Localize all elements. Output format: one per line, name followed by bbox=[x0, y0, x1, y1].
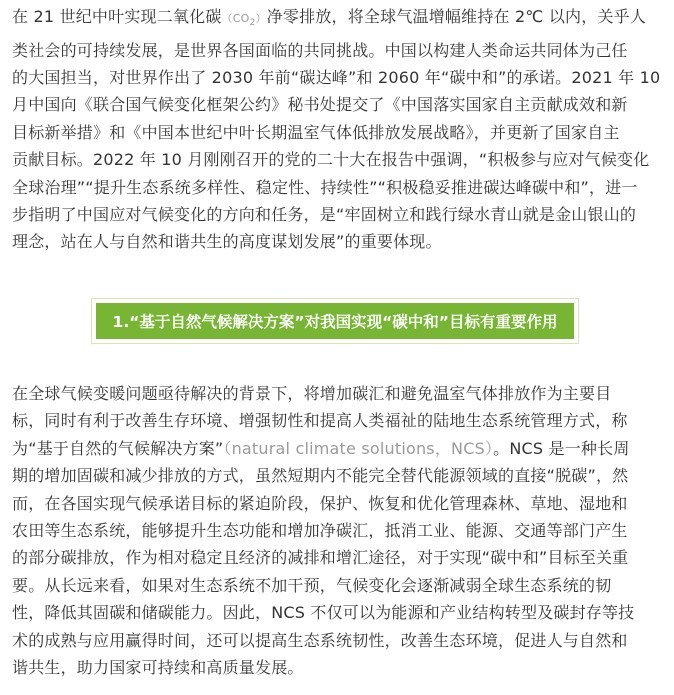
text-line: 谐共生，助力国家可持续和高质量发展。 bbox=[12, 658, 304, 678]
formula-open: （CO bbox=[221, 12, 250, 25]
text-line: 术的成熟与应用赢得时间，还可以提高生态系统韧性，改善生态环境，促进人与自然和 bbox=[12, 630, 628, 650]
text-line-start: 在 21 世纪中叶实现二氧化碳 bbox=[12, 7, 222, 26]
text-line-end: 净零排放，将全球气温增幅维持在 2℃ 以内，关乎人 bbox=[266, 7, 647, 26]
text-line bbox=[12, 435, 664, 462]
text-line: 的部分碳排放，作为相对稳定且经济的减排和增汇途径，对于实现“碳中和”目标至关重 bbox=[12, 548, 629, 568]
text-line: 类社会的可持续发展，是世界各国面临的共同挑战。中国以构建人类命运共同体为己任 bbox=[12, 40, 628, 60]
text-line-end: 。NCS 是一种长周 bbox=[493, 438, 630, 458]
english-term: （natural climate solutions，NCS） bbox=[223, 438, 494, 458]
formula-subscript: 2 bbox=[249, 17, 256, 29]
formula-close: ） bbox=[255, 12, 267, 25]
text-line: 步指明了中国应对气候变化的方向和任务，是“牢固树立和践行绿水青山就是金山银山的 bbox=[12, 205, 637, 225]
co2-formula bbox=[221, 12, 267, 29]
text-line: 期的增加固碳和减少排放的方式，虽然短期内不能完全替代能源领域的直接“脱碳”，然 bbox=[12, 466, 629, 486]
text-line: 的大国担当，对世界作出了 2030 年前“碳达峰”和 2060 年“碳中和”的承诺。2021 年 10 bbox=[12, 68, 661, 87]
text-line: 而，在各国实现气候承诺目标的紧迫阶段，保护、恢复和优化管理森林、草地、湿地和 bbox=[12, 493, 628, 513]
intro-paragraph bbox=[12, 3, 664, 256]
text-line-start: 为“基于自然的气候解决方案” bbox=[12, 438, 224, 458]
text-line: 目标新举措》和《中国本世纪中叶长期温室气体低排放发展战略》，并更新了国家自主 bbox=[12, 122, 620, 142]
text-line bbox=[12, 3, 664, 37]
ncs-paragraph bbox=[12, 380, 664, 681]
text-line: 月中国向《联合国气候变化框架公约》秘书处提交了《中国落实国家自主贡献成效和新 bbox=[12, 95, 628, 115]
section-heading-frame bbox=[91, 298, 579, 344]
text-line: 理念，站在人与自然和谐共生的高度谋划发展”的重要体现。 bbox=[12, 232, 442, 252]
text-line: 标，同时有利于改善生存环境、增强韧性和提高人类福祉的陆地生态系统管理方式，称 bbox=[12, 411, 628, 431]
text-line: 全球治理”“提升生态系统多样性、稳定性、持续性”“积极稳妥推进碳达峰碳中和”，进一 bbox=[12, 177, 638, 197]
text-line: 在全球气候变暖问题亟待解决的背景下，将增加碳汇和避免温室气体排放作为主要目 bbox=[12, 384, 612, 403]
text-line: 性，降低其固碳和储碳能力。因此，NCS 不仅可以为能源和产业结构转型及碳封存等技 bbox=[12, 603, 635, 623]
text-line: 要。从长远来看，如果对生态系统不加干预，气候变化会逐渐减弱全球生态系统的韧 bbox=[12, 575, 612, 595]
text-line: 农田等生态系统，能够提升生态功能和增加净碳汇，抵消工业、能源、交通等部门产生 bbox=[12, 521, 628, 541]
text-line: 贡献目标。2022 年 10 月刚刚召开的党的二十大在报告中强调，“积极参与应对气候变化 bbox=[12, 150, 650, 170]
section-heading: 1.“基于自然气候解决方案”对我国实现“碳中和”目标有重要作用 bbox=[96, 303, 574, 339]
